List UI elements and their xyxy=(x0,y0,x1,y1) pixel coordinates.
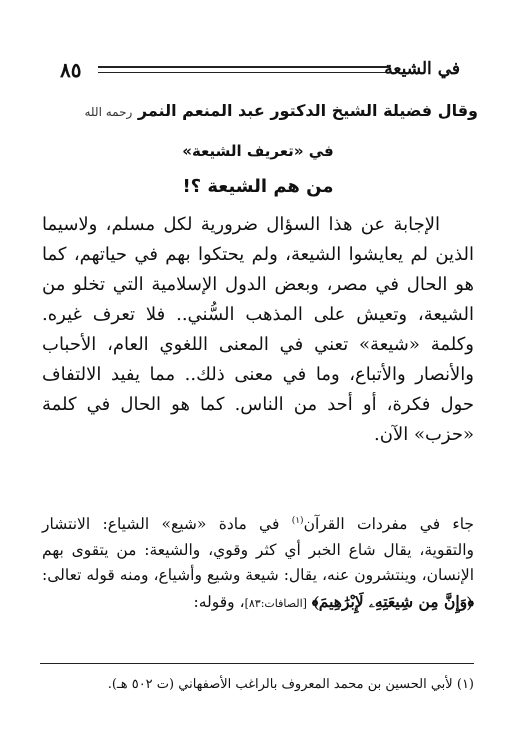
footnote: (١) لأبي الحسين بن محمد المعروف بالراغب الأصفهاني (ت ٥٠٢ هـ). xyxy=(107,677,474,692)
paragraph-1: الإجابة عن هذا السؤال ضرورية لكل مسلم، ولاسيما الذين لم يعايشوا الشيعة، ولم يحتكوا بهم في حياتهم، كما هو الحال في مصر، وبعض الدول الإسلامية التي تخلو من الشيعة، وتعيش على المذهب السُّني.. فلا تعرف غيره. وكلمة «شيعة» تعني في المعنى اللغوي العام، الأحباب والأنصار والأتباع، وما في معنى ذلك.. مما يفيد الالتفاف حول فكرة، أو أحد من الناس. كما هو الحال في كلمة «حزب» الآن. xyxy=(42,214,474,445)
quran-reference: [الصافات:٨٣] xyxy=(244,596,307,610)
quote-intro-heading xyxy=(38,100,478,123)
running-header xyxy=(60,58,460,88)
honorific: رحمه الله xyxy=(84,105,133,119)
main-body xyxy=(42,210,474,450)
quran-verse: ﴿وَإِنَّ مِن شِيعَتِهِۦ لَإِبْرَٰهِيمَ﴾ xyxy=(311,591,474,611)
section-title: في الشيعة xyxy=(384,59,460,79)
header-rule-thin xyxy=(98,72,390,73)
paragraph-2-start: جاء في مفردات القرآن xyxy=(303,515,475,533)
paragraph-2-middle: في مادة «شيع» الشياع: الانتشار والتقوية، يقال شاع الخبر أي كثر وقوي، والشيعة: من يتقوى بهم الإنسان، وينتشرون عنه، يقال: شيعة وشيع وأشياع، ومنه قوله تعالى: xyxy=(42,515,474,584)
book-title-heading: في «تعريف الشيعة» xyxy=(182,142,334,160)
secondary-body xyxy=(42,512,474,616)
paragraph-2 xyxy=(42,512,474,616)
question-heading: من هم الشيعة ؟! xyxy=(182,176,334,197)
header-rule-thick xyxy=(98,66,390,68)
footnote-reference: (١) xyxy=(291,515,304,526)
page-number: ٨٥ xyxy=(60,58,82,82)
quote-intro-text: وقال فضيلة الشيخ الدكتور عبد المنعم النمر xyxy=(137,101,478,120)
footnote-divider xyxy=(40,663,474,664)
paragraph-2-tail: ، وقوله: xyxy=(193,592,245,611)
